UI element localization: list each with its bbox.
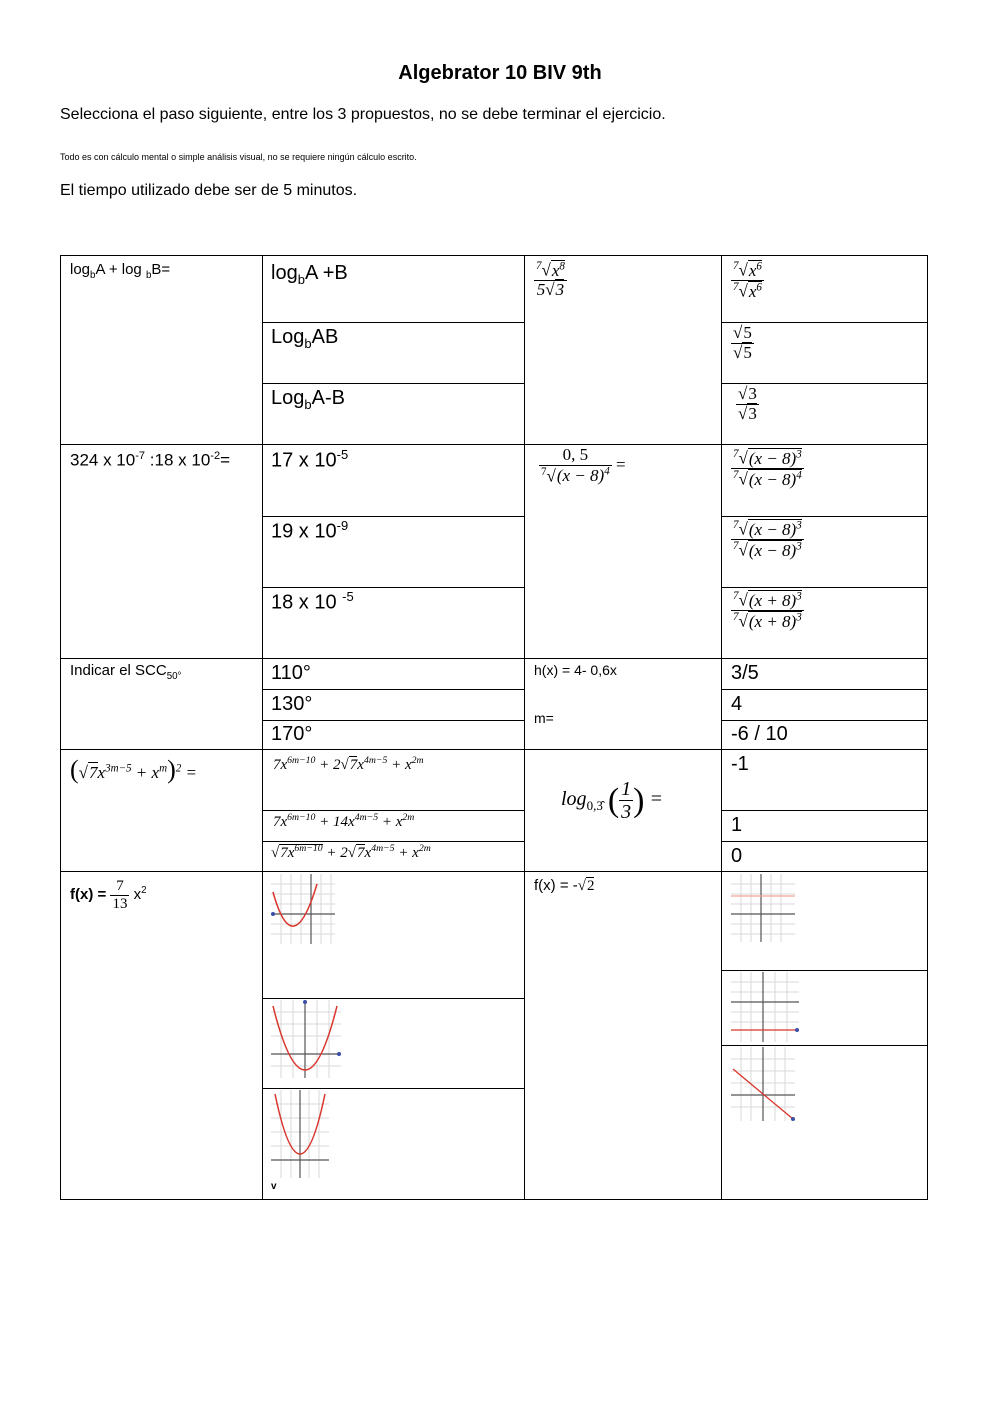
question-supplementary-angle: Indicar el $SCC_{50^\circ}$	[70, 662, 182, 682]
option-graph-decreasing-line[interactable]	[731, 1047, 795, 1121]
time-text: El tiempo utilizado debe ser de 5 minutos.	[60, 182, 358, 199]
instruction-text: Selecciona el paso siguiente, entre los 3 propuestos, no se debe terminar el ejercicio.	[60, 106, 666, 123]
option-4[interactable]: 4	[731, 693, 743, 715]
question-logarithm: $\log_{0,3̂}$ ( $\frac{1}{3}$ ) =	[561, 778, 663, 823]
exercise-table	[60, 255, 928, 1200]
option-graph-parabola-narrow[interactable]	[271, 1090, 329, 1178]
option-log-a-minus-b[interactable]: Log$_b$A-B	[271, 387, 345, 412]
question-slope-function: h(x) = 4- 0,6x	[534, 662, 617, 678]
option-rationalize-3[interactable]: $\frac{^7√(x + 8)^3}{^7√(x + 8)^3}$	[733, 590, 802, 631]
option-110[interactable]: 110°	[271, 662, 311, 684]
option-radical-x6[interactable]: $\frac{^7√x^6}{^7√x^6}$	[733, 260, 762, 301]
question-constant-function: f(x) = -√2	[534, 877, 595, 894]
option-graph-parabola-shifted[interactable]	[271, 874, 335, 944]
option-radical-3[interactable]: $\frac{√3}{√3}$	[738, 384, 757, 423]
option-3-5[interactable]: 3/5	[731, 662, 759, 684]
option-1[interactable]: 1	[731, 814, 743, 836]
option-17e-5[interactable]: 17 x $10^{-5}$	[271, 447, 349, 472]
option-expansion-1[interactable]: $7x^{6m-10} + 2√7x^{4m-5} + x^{2m}$	[273, 755, 424, 773]
option-expansion-3[interactable]: $√7x^{6m-10} + 2√7x^{4m-5} + x^{2m}$	[271, 843, 431, 861]
option-rationalize-1[interactable]: $\frac{^7√(x - 8)^3}{^7√(x - 8)^4}$	[733, 448, 802, 489]
option-0[interactable]: 0	[731, 845, 743, 867]
option-18e-5[interactable]: 18 x 10 $^{-5}$	[271, 589, 354, 614]
option-minus-6-10[interactable]: -6 / 10	[731, 723, 788, 745]
option-130[interactable]: 130°	[271, 693, 313, 715]
option-radical-5[interactable]: $\frac{√5}{√5}$	[733, 323, 752, 362]
page-title: Algebrator 10 BIV 9th	[398, 62, 602, 84]
option-170[interactable]: 170°	[271, 723, 313, 745]
question-quadratic-function: f(x) = $\frac{7}{13}$ $x^2$	[70, 878, 147, 912]
question-scientific-division: 324 x $10^{-7}$ :18 x $10^{-2}=$	[70, 450, 231, 470]
option-rationalize-2[interactable]: $\frac{^7√(x - 8)^3}{^7√(x - 8)^3}$	[733, 519, 802, 560]
question-rationalize: $\frac{0, 5}{^7√(x - 8)^4}$ =	[541, 445, 626, 486]
question-log-sum: $\log_bA + \log _bB=$	[70, 261, 171, 281]
note-text: Todo es con cálculo mental o simple análisis visual, no se requiere ningún cálculo escrito.	[60, 152, 417, 162]
footnote-mark: v	[271, 1181, 277, 1192]
question-binomial-square: $(√7x^{3m-5} + x^m)^2$ =	[70, 755, 197, 784]
question-radical-fraction: $\frac{^7√x^8}{5√3}$	[536, 260, 565, 300]
option-expansion-2[interactable]: $7x^{6m-10} + 14x^{4m-5} + x^{2m}$	[273, 812, 415, 830]
option-log-a-plus-b[interactable]: $\log_bA +B$	[271, 262, 348, 287]
option-graph-parabola-wide[interactable]	[271, 1000, 341, 1078]
option-minus-1[interactable]: -1	[731, 753, 749, 775]
option-graph-horizontal-line-low[interactable]	[731, 972, 799, 1042]
question-slope-label: m=	[534, 710, 554, 726]
option-19e-9[interactable]: 19 x $10^{-9}$	[271, 518, 349, 543]
option-log-ab[interactable]: Log$_b$AB	[271, 326, 339, 351]
option-graph-horizontal-line-top[interactable]	[731, 874, 795, 942]
